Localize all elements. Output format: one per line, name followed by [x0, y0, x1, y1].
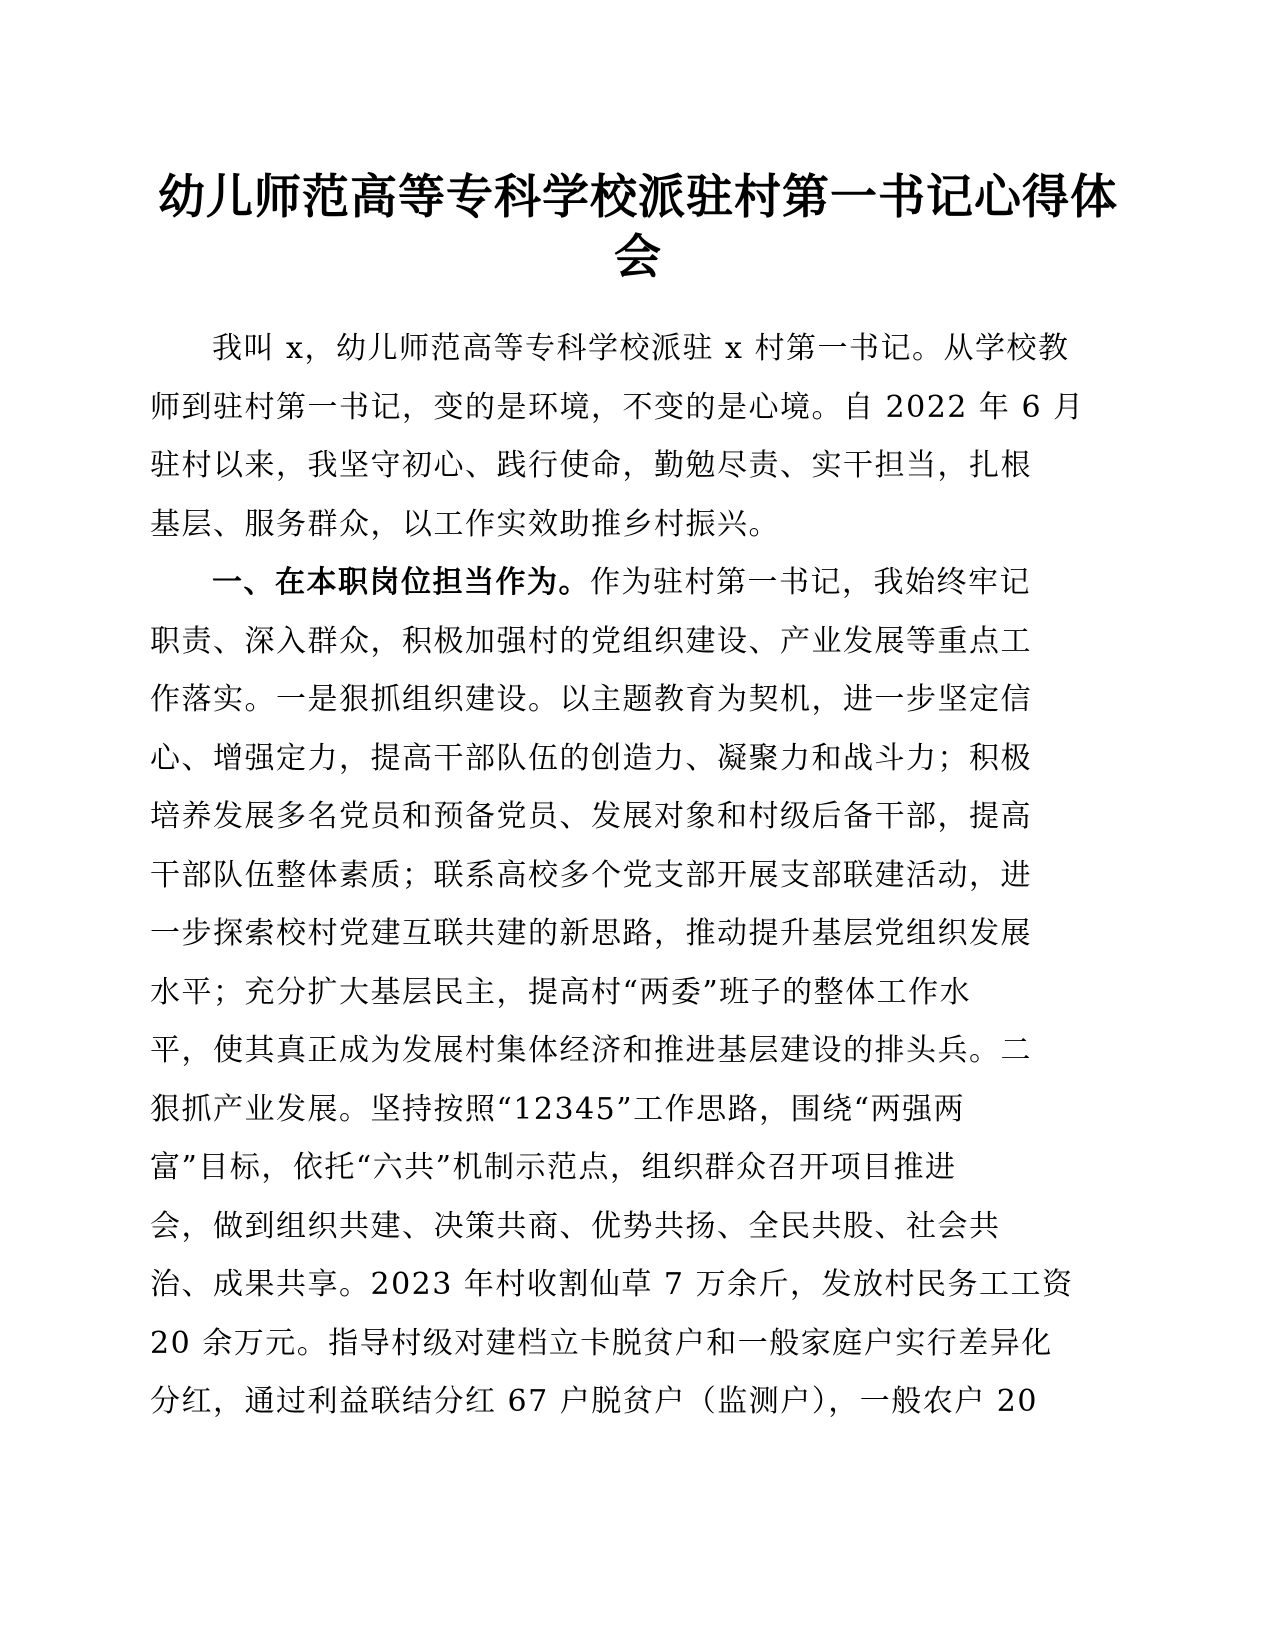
title-line: 会 [614, 230, 662, 285]
text-line: 基层、服务群众，以工作实效助推乡村振兴。 [150, 506, 780, 542]
text-line: 会，做到组织共建、决策共商、优势共扬、全民共股、社会共 [150, 1208, 1001, 1244]
section-heading: 一、在本职岗位担当作为。 [212, 565, 590, 600]
text-line: 干部队伍整体素质；联系高校多个党支部开展支部联建活动，进 [150, 857, 1032, 893]
document-title [150, 168, 1126, 288]
intro-paragraph [150, 320, 1110, 554]
text-line: 水平；充分扩大基层民主，提高村“两委”班子的整体工作水 [150, 974, 972, 1010]
text-line: 作落实。一是狠抓组织建设。以主题教育为契机，进一步坚定信 [150, 682, 1032, 717]
title-line: 幼儿师范高等专科学校派驻村第一书记心得体 [158, 170, 1118, 225]
text-line: 治、成果共享。2023 年村收割仙草 7 万余斤，发放村民务工工资 [150, 1267, 1074, 1302]
text-line: 心、增强定力，提高干部队伍的创造力、凝聚力和战斗力；积极 [150, 740, 1032, 776]
text-line: 师到驻村第一书记，变的是环境，不变的是心境。自 2022 年 6 月 [150, 389, 1085, 425]
text-line: 分红，通过利益联结分红 67 户脱贫户（监测户），一般农户 20 [150, 1384, 1038, 1419]
section-one-paragraph [150, 554, 1110, 1432]
text-line: 狠抓产业发展。坚持按照“12345”工作思路，围绕“两强两 [150, 1091, 965, 1127]
text-line: 一步探索校村党建互联共建的新思路，推动提升基层党组织发展 [150, 916, 1032, 951]
text-line: 我叫 x，幼儿师范高等专科学校派驻 x 村第一书记。从学校教 [212, 331, 1070, 366]
document-body [150, 320, 1110, 1432]
section-first-line-text: 作为驻村第一书记，我始终牢记 [590, 565, 1031, 600]
text-line: 培养发展多名党员和预备党员、发展对象和村级后备干部，提高 [150, 799, 1032, 834]
text-line [150, 554, 1110, 613]
text-line: 驻村以来，我坚守初心、践行使命，勤勉尽责、实干担当，扎根 [150, 448, 1032, 483]
text-line: 职责、深入群众，积极加强村的党组织建设、产业发展等重点工 [150, 623, 1032, 659]
text-line: 富”目标，依托“六共”机制示范点，组织群众召开项目推进 [150, 1150, 957, 1185]
text-line: 20 余万元。指导村级对建档立卡脱贫户和一般家庭户实行差异化 [150, 1325, 1053, 1361]
text-line: 平，使其真正成为发展村集体经济和推进基层建设的排头兵。二 [150, 1033, 1032, 1068]
